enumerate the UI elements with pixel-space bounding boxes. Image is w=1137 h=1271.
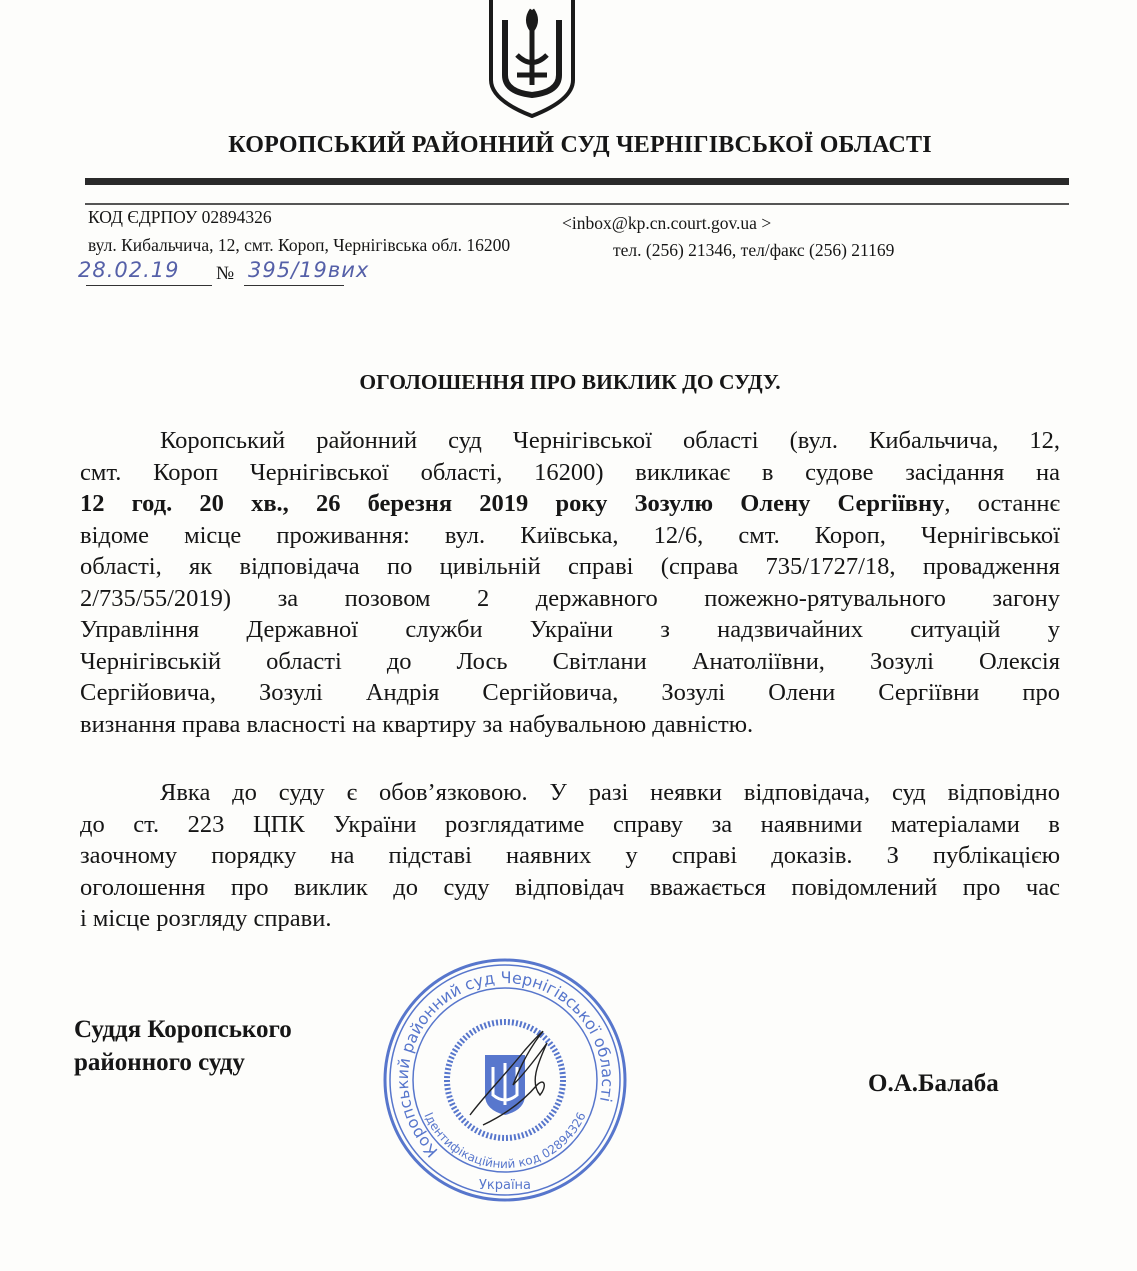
text-line: області, як відповідача по цивільній справі (справа 735/1727/18, провадження <box>80 553 1060 580</box>
text-line: визнання права власності на квартиру за набувальною давністю. <box>80 710 754 738</box>
judge-name: О.А.Балаба <box>868 1070 999 1097</box>
stamp-bottom-text: Україна <box>478 1178 532 1193</box>
handwritten-outgoing-number: 395/19вих <box>248 258 370 282</box>
text-fragment: , останнє <box>944 490 1061 517</box>
number-sign: № <box>216 263 235 284</box>
text-line: Управління Державної служби України з надзвичайних ситуацій у <box>80 616 1060 643</box>
hearing-datetime-and-defendant: 12 год. 20 хв., 26 березня 2019 року Зозулю Олену Сергіївну <box>80 490 945 517</box>
text-line: Чернігівській області до Лось Світлани Анатоліївни, Зозулі Олексія <box>80 647 1060 675</box>
stamp-inner-text: Ідентифікаційний код 02894326 <box>421 1109 589 1172</box>
date-underline <box>86 285 212 286</box>
svg-text:Ідентифікаційний код 02894326 <box>421 1110 588 1171</box>
text-line: заочному порядку на підставі наявних у справі доказів. З публікацією <box>80 842 1060 869</box>
court-address: вул. Кибальчича, 12, смт. Короп, Чернігівська обл. 16200 <box>88 235 511 255</box>
court-email: <inbox@kp.cn.court.gov.ua > <box>562 213 772 233</box>
text-line-hearing-details <box>80 488 1060 520</box>
number-underline <box>244 285 344 286</box>
text-line: відоме місце проживання: вул. Київська, 12/6, смт. Короп, Чернігівської <box>80 521 1060 549</box>
handwritten-date: 28.02.19 <box>78 258 180 282</box>
text-line: оголошення про виклик до суду відповідач вважається повідомлений про час <box>80 873 1060 901</box>
header-divider-thick <box>85 178 1069 185</box>
text-line: Коропський районний суд Чернігівської області (вул. Кибальчича, 12, <box>160 427 1060 454</box>
paragraph-obligation <box>80 777 1060 935</box>
edrpou-code: КОД ЄДРПОУ 02894326 <box>88 207 272 227</box>
judge-position-line1: Суддя Коропського <box>74 1016 292 1043</box>
stamp-trident-icon <box>485 1055 525 1115</box>
coat-of-arms-trident-icon <box>487 0 577 118</box>
text-line: смт. Короп Чернігівської області, 16200) викликає в судове засідання на <box>80 458 1060 486</box>
court-name-heading: КОРОПСЬКИЙ РАЙОННИЙ СУД ЧЕРНІГІВСЬКОЇ ОБЛАСТІ <box>228 132 932 158</box>
text-line: до ст. 223 ЦПК України розглядатиме справу за наявними матеріалами в <box>80 810 1060 838</box>
text-line: 2/735/55/2019) за позовом 2 державного пожежно-рятувального загону <box>80 584 1060 612</box>
text-line: і місце розгляду справи. <box>80 905 332 932</box>
document-title: ОГОЛОШЕННЯ ПРО ВИКЛИК ДО СУДУ. <box>359 370 781 394</box>
court-seal-stamp <box>375 955 635 1205</box>
header-divider-thin <box>85 203 1069 205</box>
text-line: Явка до суду є обов’язковою. У разі неявки відповідача, суд відповідно <box>160 779 1060 806</box>
text-line: Сергійовича, Зозулі Андрія Сергійовича, Зозулі Олени Сергіївни про <box>80 679 1060 706</box>
paragraph-summons <box>80 425 1060 740</box>
court-phones: тел. (256) 21346, тел/факс (256) 21169 <box>613 240 895 260</box>
stamp-outer-text: Коропський районний суд Чернігівської області <box>392 967 618 1162</box>
judge-position-line2: районного суду <box>74 1049 245 1076</box>
